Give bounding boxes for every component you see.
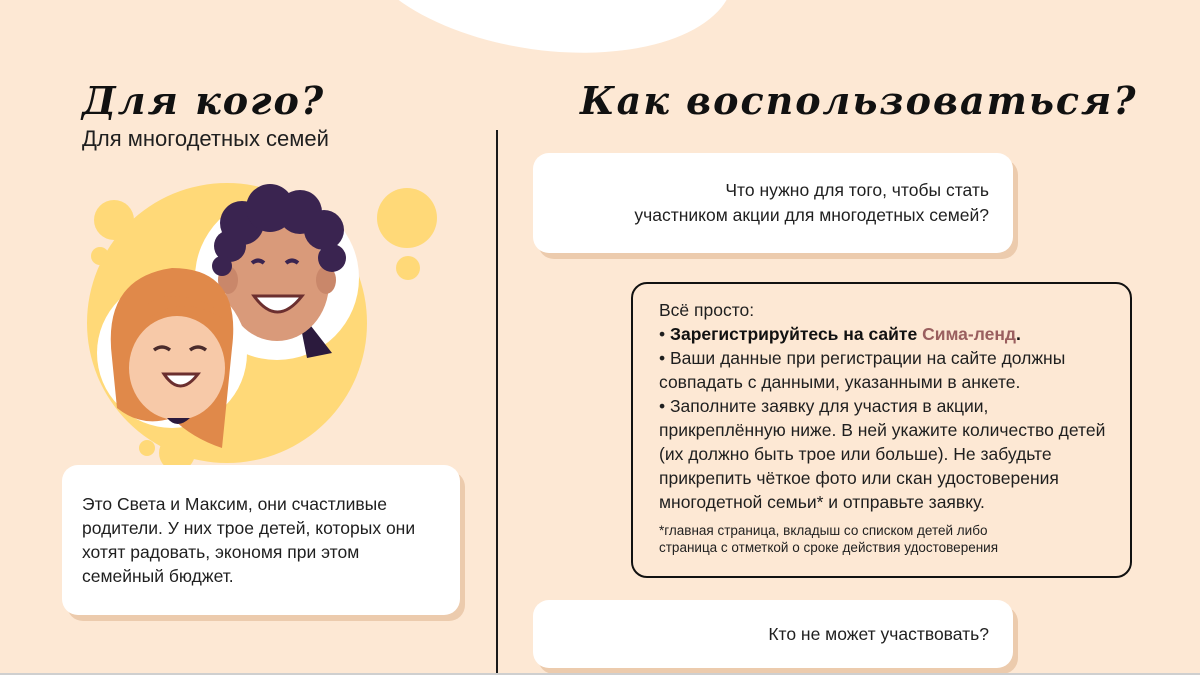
answer-bullet-data-match: • Ваши данные при регистрации на сайте должны совпадать с данными, указанными в анкете. — [659, 348, 1066, 392]
answer-footnote: *главная страница, вкладыш со списком детей либо страница с отметкой о сроке действия удостоверения — [659, 523, 999, 555]
family-illustration — [72, 168, 452, 468]
right-title: Как воспользоваться? — [580, 78, 1138, 123]
family-description-text: Это Света и Максим, они счастливые родители. У них трое детей, которых они хотят радовать, экономя при этом семейный бюджет. — [82, 494, 416, 586]
left-title: Для кого? — [82, 78, 326, 123]
vertical-divider — [496, 130, 498, 675]
answer-intro: Всё просто: — [659, 300, 755, 320]
brand-link-sima-land[interactable]: Сима-ленд — [922, 324, 1017, 344]
question-who-cannot: Кто не может участвовать? — [768, 623, 989, 644]
left-subtitle: Для многодетных семей — [82, 126, 329, 151]
answer-bullet-application: • Заполните заявку для участия в акции, прикреплённую ниже. В ней укажите количество детей (их должно быть трое или больше). Не забудьте прикрепить чёткое фото или скан удостоверения многодетной семьи* и отправьте заявку. — [659, 396, 1106, 512]
question-card-who-cannot — [533, 600, 1013, 668]
answer-bullet-register: • Зарегистрируйтесь на сайте Сима-ленд. — [659, 324, 1021, 344]
question-how-to-join: Что нужно для того, чтобы стать участником акции для многодетных семей? — [634, 180, 989, 225]
answer-box — [631, 282, 1132, 578]
family-description-card — [62, 465, 460, 615]
question-card-how-to-join — [533, 153, 1013, 253]
decorative-blob — [344, 0, 747, 76]
